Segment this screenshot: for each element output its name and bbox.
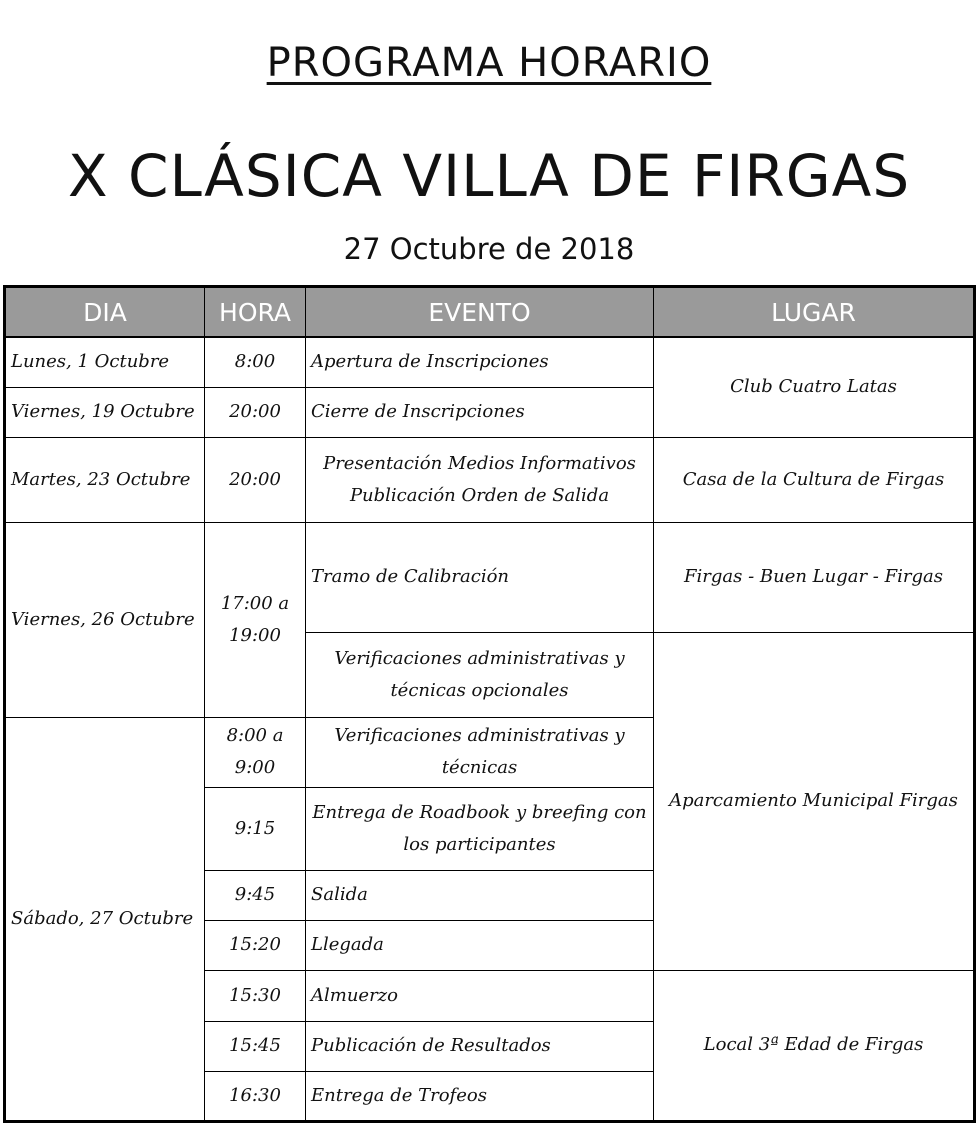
place-cell: Club Cuatro Latas — [654, 337, 975, 437]
place-cell: Local 3ª Edad de Firgas — [654, 970, 975, 1121]
schedule-table — [3, 285, 976, 1123]
event-cell: Entrega de Roadbook y breefing con los participantes — [306, 787, 654, 870]
document-title: PROGRAMA HORARIO — [266, 40, 712, 86]
table-row — [5, 437, 975, 522]
time-cell: 20:00 — [205, 387, 306, 437]
column-header-lugar: LUGAR — [654, 287, 975, 338]
time-cell: 9:45 — [205, 870, 306, 920]
event-cell: Llegada — [306, 920, 654, 970]
day-cell: Martes, 23 Octubre — [5, 437, 205, 522]
time-cell: 15:30 — [205, 970, 306, 1021]
event-cell: Almuerzo — [306, 970, 654, 1021]
place-cell: Casa de la Cultura de Firgas — [654, 437, 975, 522]
event-line: Presentación Medios Informativos — [323, 452, 636, 474]
time-cell: 16:30 — [205, 1071, 306, 1121]
column-header-dia: DIA — [5, 287, 205, 338]
day-cell: Viernes, 19 Octubre — [5, 387, 205, 437]
event-line: Publicación Orden de Salida — [349, 484, 610, 506]
time-cell: 15:45 — [205, 1021, 306, 1071]
event-cell: Verificaciones administrativas y técnicas opcionales — [306, 632, 654, 717]
table-header-row — [5, 287, 975, 338]
event-cell — [306, 437, 654, 522]
place-cell: Aparcamiento Municipal Firgas — [654, 632, 975, 970]
event-date: 27 Octubre de 2018 — [343, 232, 635, 266]
time-cell: 15:20 — [205, 920, 306, 970]
time-cell: 9:15 — [205, 787, 306, 870]
time-cell: 17:00 a 19:00 — [205, 522, 306, 717]
event-cell: Apertura de Inscripciones — [306, 337, 654, 387]
day-cell: Sábado, 27 Octubre — [5, 717, 205, 1121]
column-header-hora: HORA — [205, 287, 306, 338]
column-header-evento: EVENTO — [306, 287, 654, 338]
table-row — [5, 522, 975, 632]
time-cell: 8:00 a 9:00 — [205, 717, 306, 787]
table-row — [5, 337, 975, 387]
event-cell: Tramo de Calibración — [306, 522, 654, 632]
event-name: X CLÁSICA VILLA DE FIRGAS — [67, 142, 911, 210]
event-cell: Salida — [306, 870, 654, 920]
event-cell: Verificaciones administrativas y técnicas — [306, 717, 654, 787]
event-cell: Publicación de Resultados — [306, 1021, 654, 1071]
event-cell: Entrega de Trofeos — [306, 1071, 654, 1121]
day-cell: Lunes, 1 Octubre — [5, 337, 205, 387]
day-cell: Viernes, 26 Octubre — [5, 522, 205, 717]
time-cell: 20:00 — [205, 437, 306, 522]
event-cell: Cierre de Inscripciones — [306, 387, 654, 437]
place-cell: Firgas - Buen Lugar - Firgas — [654, 522, 975, 632]
time-cell: 8:00 — [205, 337, 306, 387]
